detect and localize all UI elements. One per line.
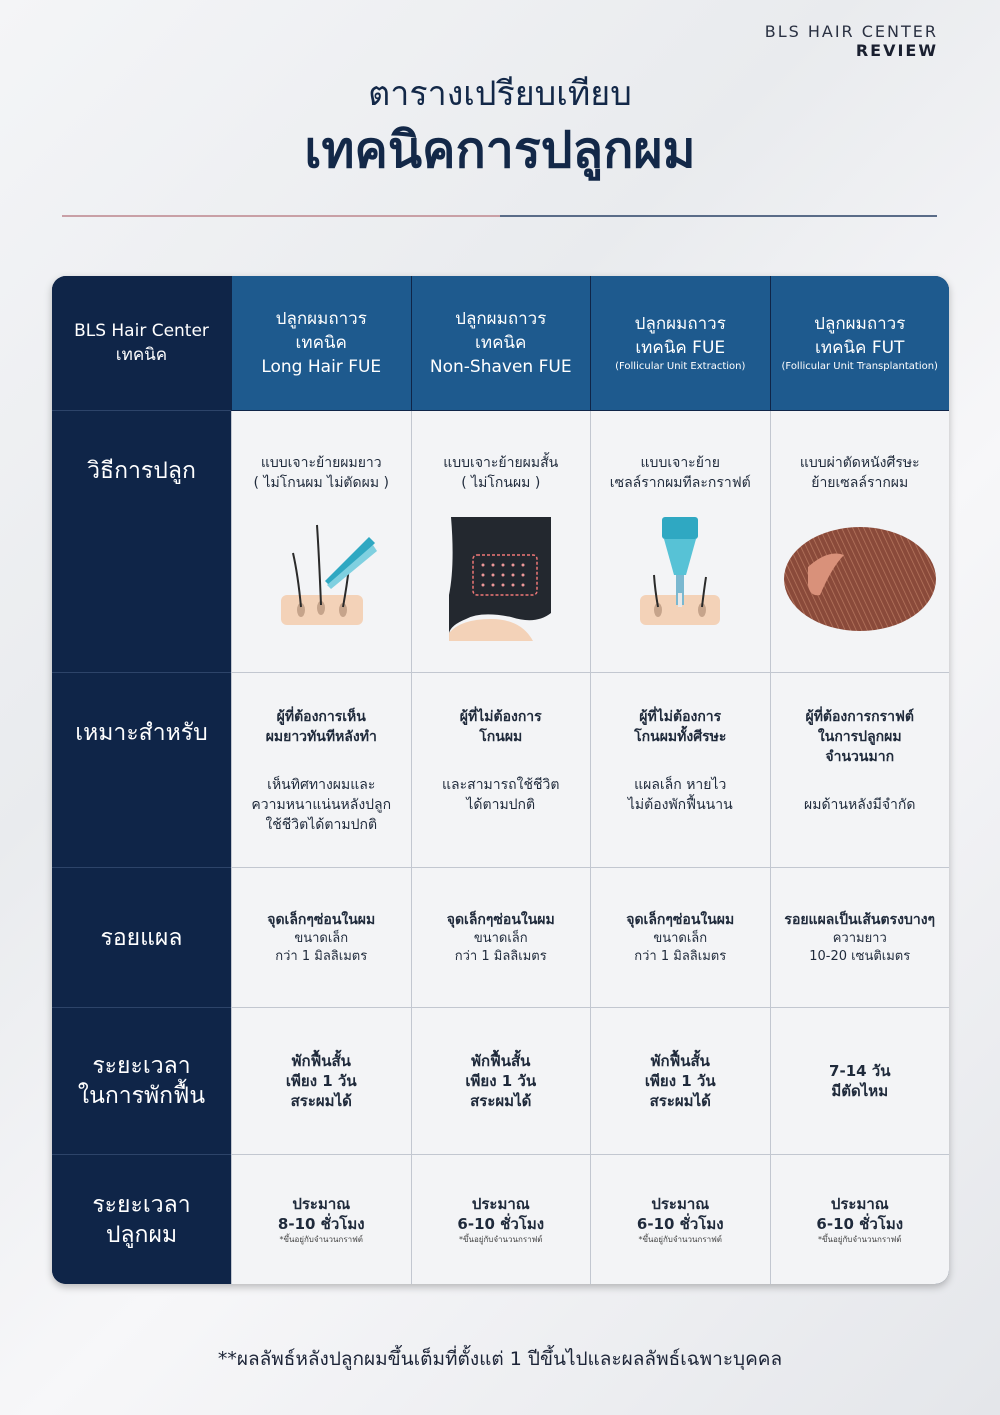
header-col-non-shaven-fue: ปลูกผมถาวร เทคนิค Non-Shaven FUE (411, 276, 591, 411)
footer-note: **ผลลัพธ์หลังปลูกผมขึ้นเต็มที่ตั้งแต่ 1 ปีขึ้นไปและผลลัพธ์เฉพาะบุคคล (217, 1348, 783, 1370)
duration-cell-fut: ประมาณ 6-10 ชั่วโมง *ขึ้นอยู่กับจำนวนกราฟต์ (770, 1155, 950, 1284)
header-label: BLS Hair Center เทคนิค (52, 276, 231, 411)
duration-cell-fue: ประมาณ 6-10 ชั่วโมง *ขึ้นอยู่กับจำนวนกราฟต์ (590, 1155, 770, 1284)
recovery-label: ระยะเวลา ในการพักฟื้น (52, 1008, 231, 1155)
recovery-row (52, 1008, 949, 1155)
recovery-cell-fue: พักฟื้นสั้น เพียง 1 วัน สระผมได้ (590, 1008, 770, 1155)
duration-row (52, 1155, 949, 1284)
long-hair-tweezer-illustration (241, 515, 401, 645)
method-cell-non-shaven-fue: แบบเจาะย้ายผมสั้น ( ไม่โกนผม ) (411, 411, 591, 673)
suitable-cell-fut: ผู้ที่ต้องการกราฟต์ ในการปลูกผม จำนวนมาก ผมด้านหลังมีจำกัด (770, 673, 950, 868)
suitable-cell-non-shaven-fue: ผู้ที่ไม่ต้องการ โกนผม และสามารถใช้ชีวิต ได้ตามปกติ (411, 673, 591, 868)
page-title (0, 70, 1000, 182)
scar-cell-fut: รอยแผลเป็นเส้นตรงบางๆ ความยาว 10-20 เซนติเมตร (770, 868, 950, 1008)
scar-row (52, 868, 949, 1008)
brand (765, 22, 938, 60)
scalp-strip-illustration (780, 515, 940, 645)
header-col-long-hair-fue: ปลูกผมถาวร เทคนิค Long Hair FUE (231, 276, 411, 411)
suitable-cell-long-hair-fue: ผู้ที่ต้องการเห็น ผมยาวทันทีหลังทำ เห็นทิศทางผมและ ความหนาแน่นหลังปลูก ใช้ชีวิตได้ตามปกติ (231, 673, 411, 868)
header-col-fut: ปลูกผมถาวร เทคนิค FUT (Follicular Unit Transplantation) (770, 276, 950, 411)
recovery-cell-fut: 7-14 วัน มีตัดไหม (770, 1008, 950, 1155)
title-line-1: ตารางเปรียบเทียบ (368, 74, 632, 114)
brand-review: REVIEW (855, 41, 938, 60)
header-row (52, 276, 949, 411)
brand-name: BLS HAIR CENTER (764, 22, 938, 41)
duration-cell-long-hair-fue: ประมาณ 8-10 ชั่วโมง *ขึ้นอยู่กับจำนวนกราฟต์ (231, 1155, 411, 1284)
recovery-cell-long-hair-fue: พักฟื้นสั้น เพียง 1 วัน สระผมได้ (231, 1008, 411, 1155)
recovery-cell-non-shaven-fue: พักฟื้นสั้น เพียง 1 วัน สระผมได้ (411, 1008, 591, 1155)
suitable-row (52, 673, 949, 868)
title-line-2: เทคนิคการปลูกผม (304, 121, 696, 179)
scar-label: รอยแผล (52, 868, 231, 1008)
punch-tool-illustration (600, 515, 760, 645)
method-label: วิธีการปลูก (52, 411, 231, 673)
scar-cell-fue: จุดเล็กๆซ่อนในผม ขนาดเล็ก กว่า 1 มิลลิเมตร (590, 868, 770, 1008)
title-divider (62, 215, 937, 217)
scar-cell-long-hair-fue: จุดเล็กๆซ่อนในผม ขนาดเล็ก กว่า 1 มิลลิเมตร (231, 868, 411, 1008)
duration-label: ระยะเวลา ปลูกผม (52, 1155, 231, 1284)
suitable-cell-fue: ผู้ที่ไม่ต้องการ โกนผมทั้งศีรษะ แผลเล็ก หายไว ไม่ต้องพักฟื้นนาน (590, 673, 770, 868)
head-back-illustration (421, 515, 581, 645)
method-cell-long-hair-fue: แบบเจาะย้ายผมยาว ( ไม่โกนผม ไม่ตัดผม ) (231, 411, 411, 673)
suitable-label: เหมาะสำหรับ (52, 673, 231, 868)
method-cell-fut: แบบผ่าตัดหนังศีรษะ ย้ายเซลล์รากผม (770, 411, 950, 673)
method-row (52, 411, 949, 673)
comparison-table (52, 276, 949, 1284)
header-col-fue: ปลูกผมถาวร เทคนิค FUE (Follicular Unit Extraction) (590, 276, 770, 411)
method-cell-fue: แบบเจาะย้าย เซลล์รากผมทีละกราฟต์ (590, 411, 770, 673)
scar-cell-non-shaven-fue: จุดเล็กๆซ่อนในผม ขนาดเล็ก กว่า 1 มิลลิเมตร (411, 868, 591, 1008)
duration-cell-non-shaven-fue: ประมาณ 6-10 ชั่วโมง *ขึ้นอยู่กับจำนวนกราฟต์ (411, 1155, 591, 1284)
